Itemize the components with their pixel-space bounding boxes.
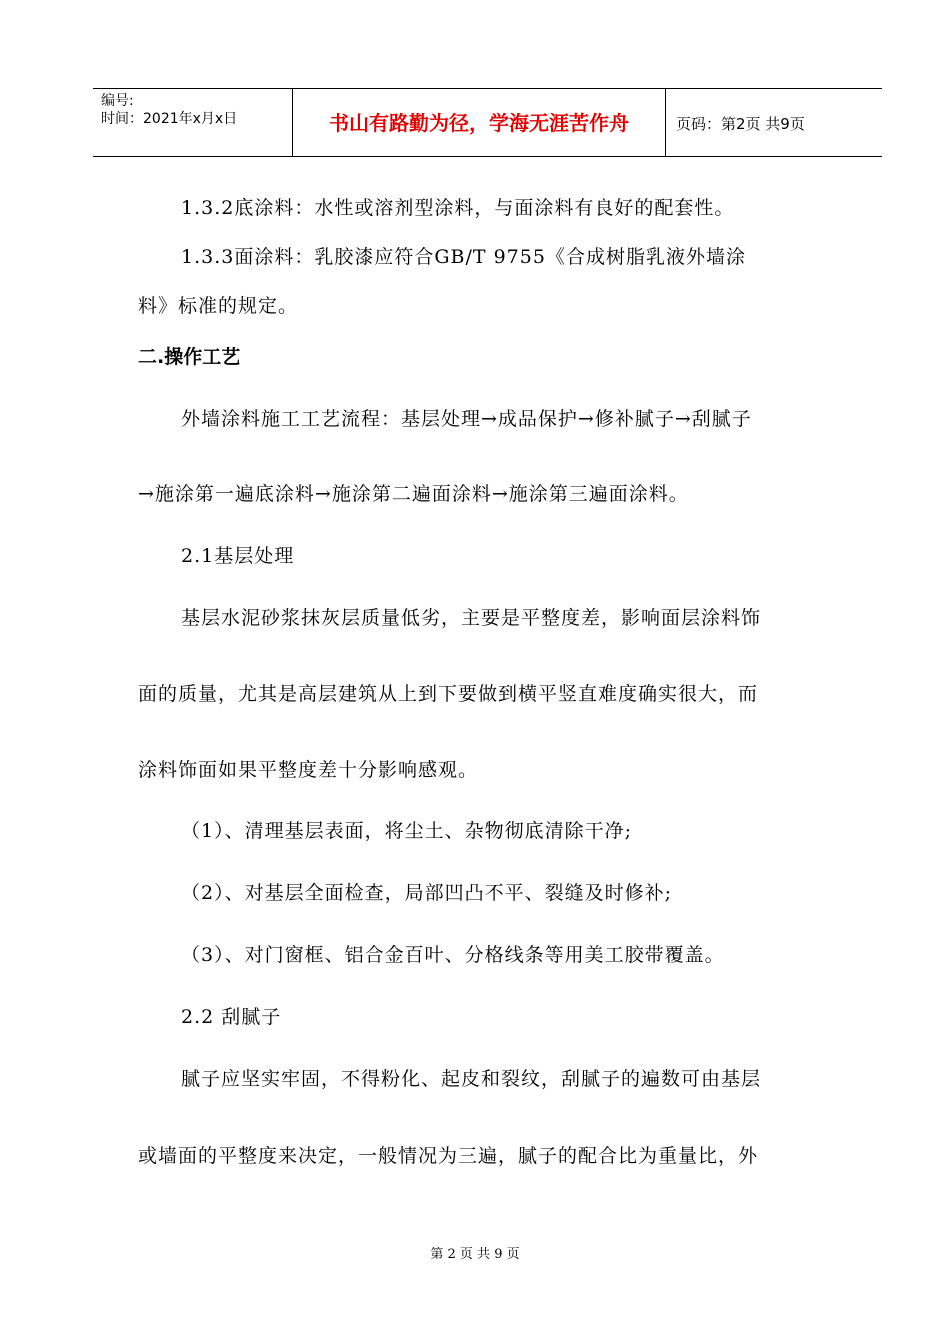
paragraph-process-line1: 外墙涂料施工工艺流程：基层处理→成品保护→修补腻子→刮腻子 xyxy=(181,408,752,430)
paragraph-process-line2: →施涂第一遍底涂料→施涂第二遍面涂料→施涂第三遍面涂料。 xyxy=(138,483,689,505)
list-item-3: （3）、对门窗框、铝合金百叶、分格线条等用美工胶带覆盖。 xyxy=(181,944,725,966)
paragraph-base-coating: 1.3.2底涂料：水性或溶剂型涂料，与面涂料有良好的配套性。 xyxy=(181,197,735,219)
paragraph-base-quality-line3: 涂料饰面如果平整度差十分影响感观。 xyxy=(138,759,479,781)
paragraph-base-quality-line1: 基层水泥砂浆抹灰层质量低劣，主要是平整度差，影响面层涂料饰 xyxy=(181,607,762,629)
subheading-base-treatment: 2.1基层处理 xyxy=(181,545,295,567)
subheading-putty: 2.2 刮腻子 xyxy=(181,1006,282,1028)
paragraph-putty-line2: 或墙面的平整度来决定，一般情况为三遍，腻子的配合比为重量比，外 xyxy=(138,1145,759,1167)
paragraph-base-quality-line2: 面的质量，尤其是高层建筑从上到下要做到横平竖直难度确实很大，而 xyxy=(138,683,759,705)
header-motto-cell xyxy=(293,89,666,156)
page-number-label: 页码：第2页 共9页 xyxy=(676,115,805,133)
code-label: 编号: xyxy=(101,93,134,109)
page-footer: 第 2 页 共 9 页 xyxy=(430,1247,520,1262)
motto-text: 书山有路勤为径，学海无涯苦作舟 xyxy=(329,111,629,135)
list-item-2: （2）、对基层全面检查，局部凹凸不平、裂缝及时修补; xyxy=(181,882,672,904)
header-page-cell xyxy=(666,89,882,156)
list-item-1: （1）、清理基层表面，将尘土、杂物彻底清除干净; xyxy=(181,820,632,842)
section-heading-operations: 二.操作工艺 xyxy=(138,346,241,368)
document-header-table xyxy=(93,88,882,157)
header-meta-cell xyxy=(93,89,293,156)
time-label: 时间：2021年x月x日 xyxy=(101,111,238,127)
paragraph-top-coating-line1: 1.3.3面涂料：乳胶漆应符合GB/T 9755《合成树脂乳液外墙涂 xyxy=(181,246,746,268)
paragraph-top-coating-line2: 料》标准的规定。 xyxy=(138,295,299,317)
paragraph-putty-line1: 腻子应坚实牢固，不得粉化、起皮和裂纹，刮腻子的遍数可由基层 xyxy=(181,1068,762,1090)
